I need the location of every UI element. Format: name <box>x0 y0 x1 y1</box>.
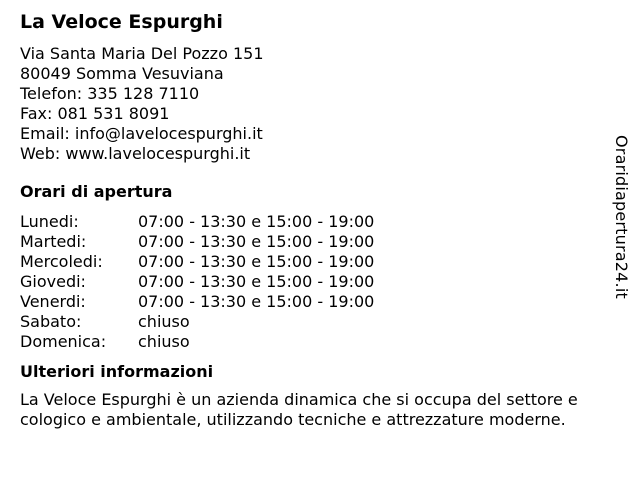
business-card <box>20 10 620 430</box>
opening-hours-table <box>20 212 620 352</box>
fax-number: Fax: 081 531 8091 <box>20 104 170 123</box>
day-label: Lunedi: <box>20 212 79 231</box>
email-address: Email: info@lavelocespurghi.it <box>20 124 263 143</box>
hours-value: chiuso <box>138 332 190 351</box>
hours-value: chiuso <box>138 312 190 331</box>
phone-number: Telefon: 335 128 7110 <box>20 84 200 103</box>
address-line-1: Via Santa Maria Del Pozzo 151 <box>20 44 264 63</box>
hours-row <box>20 312 620 332</box>
hours-row <box>20 232 620 252</box>
hours-value: 07:00 - 13:30 e 15:00 - 19:00 <box>138 232 375 251</box>
more-info-heading: Ulteriori informazioni <box>20 362 214 381</box>
side-brand-watermark: Oraridiapertura24.it <box>612 135 631 299</box>
hours-row <box>20 292 620 312</box>
day-label: Domenica: <box>20 332 107 351</box>
website: Web: www.lavelocespurghi.it <box>20 144 251 163</box>
address-line-2: 80049 Somma Vesuviana <box>20 64 224 83</box>
day-label: Martedi: <box>20 232 87 251</box>
contact-block <box>20 44 620 164</box>
hours-value: 07:00 - 13:30 e 15:00 - 19:00 <box>138 272 375 291</box>
opening-hours-heading: Orari di apertura <box>20 182 173 201</box>
hours-row <box>20 212 620 232</box>
hours-value: 07:00 - 13:30 e 15:00 - 19:00 <box>138 212 375 231</box>
business-name: La Veloce Espurghi <box>20 11 223 33</box>
hours-value: 07:00 - 13:30 e 15:00 - 19:00 <box>138 292 375 311</box>
day-label: Giovedi: <box>20 272 86 291</box>
hours-value: 07:00 - 13:30 e 15:00 - 19:00 <box>138 252 375 271</box>
hours-row <box>20 252 620 272</box>
hours-row <box>20 272 620 292</box>
business-description: La Veloce Espurghi è un azienda dinamica che si occupa del settore e cologico e ambientale, utilizzando tecniche e attrezzature moderne. <box>20 390 578 429</box>
day-label: Sabato: <box>20 312 82 331</box>
day-label: Venerdi: <box>20 292 86 311</box>
hours-row <box>20 332 620 352</box>
day-label: Mercoledi: <box>20 252 103 271</box>
